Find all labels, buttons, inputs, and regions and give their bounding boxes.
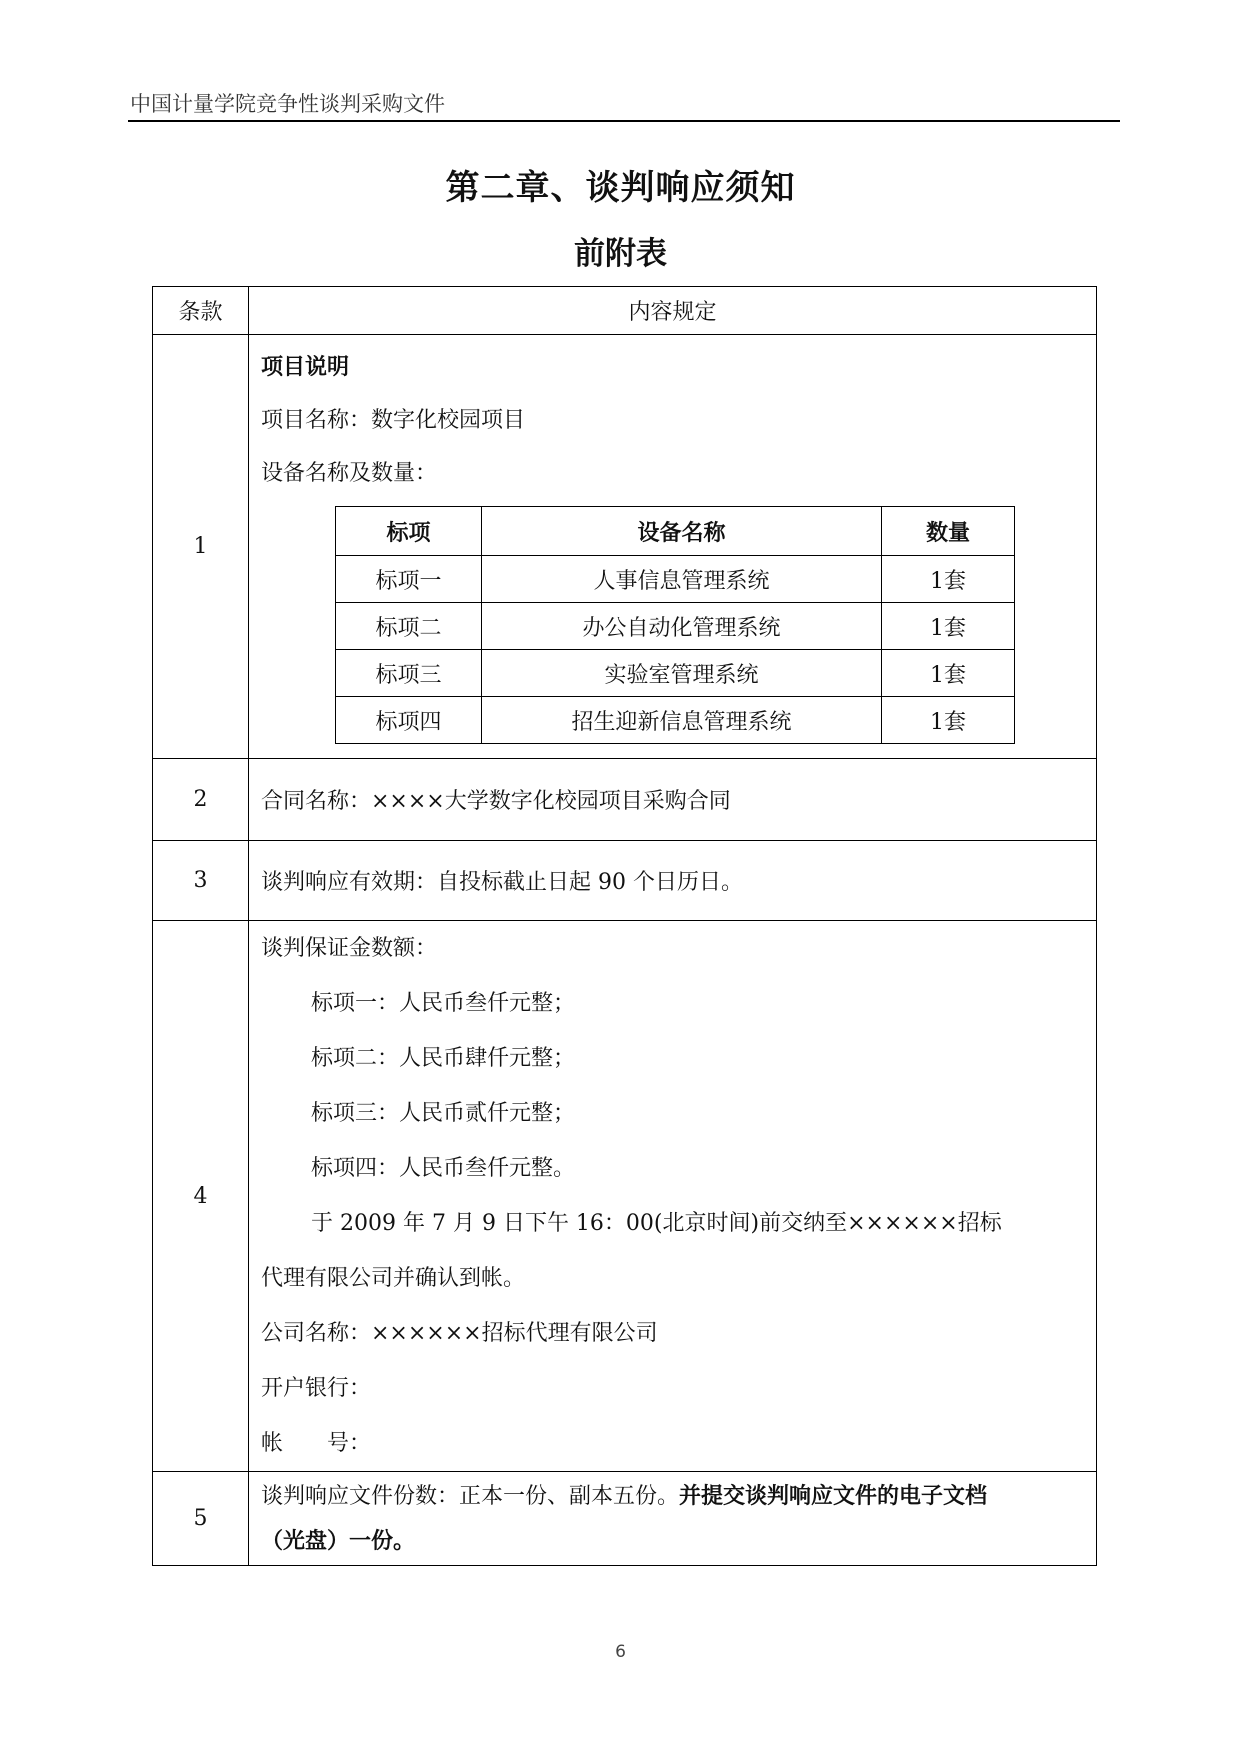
page-number: 6 (615, 1642, 626, 1662)
equipment-label: 设备名称及数量： (261, 461, 438, 486)
col-quantity: 数量 (882, 507, 1015, 556)
chapter-title: 第二章、谈判响应须知 (445, 168, 796, 208)
equipment-header-row (336, 507, 1015, 556)
account-number: 帐 号： (261, 1431, 372, 1456)
clause-number: 1 (153, 335, 249, 759)
equipment-row (336, 650, 1015, 697)
equipment-row (336, 603, 1015, 650)
page-header (128, 86, 1120, 122)
bank-name: 开户银行： (261, 1376, 372, 1401)
copies-text (261, 1474, 1084, 1564)
equipment-cell: 人事信息管理系统 (482, 556, 882, 603)
quantity-cell: 1套 (882, 556, 1015, 603)
table-row (153, 921, 1097, 1472)
copies-bold: 并提交谈判响应文件的电子文档 (679, 1482, 988, 1509)
table-subtitle: 前附表 (574, 236, 667, 272)
table-row (153, 759, 1097, 841)
col-equipment: 设备名称 (482, 507, 882, 556)
copies-bold-cont: （光盘）一份。 (261, 1527, 416, 1554)
equipment-row (336, 697, 1015, 744)
table-row (153, 841, 1097, 921)
section-title: 项目说明 (261, 354, 350, 380)
project-name: 项目名称：数字化校园项目 (261, 408, 526, 433)
deposit-item: 标项四：人民币叁仟元整。 (311, 1156, 576, 1181)
copies-normal: 谈判响应文件份数：正本一份、副本五份。 (261, 1483, 680, 1509)
validity-period: 谈判响应有效期：自投标截止日起 90 个日历日。 (249, 841, 1097, 921)
clause-content (249, 1472, 1097, 1566)
table-header-row (153, 287, 1097, 335)
equipment-table (335, 506, 1015, 744)
col-lot: 标项 (336, 507, 482, 556)
quantity-cell: 1套 (882, 697, 1015, 744)
clause-number: 4 (153, 921, 249, 1472)
lot-cell: 标项四 (336, 697, 482, 744)
clause-number: 3 (153, 841, 249, 921)
deposit-label: 谈判保证金数额： (261, 936, 438, 961)
header-title: 中国计量学院竞争性谈判采购文件 (130, 92, 445, 116)
clause-content (249, 335, 1097, 759)
deposit-item: 标项三：人民币贰仟元整； (311, 1101, 576, 1126)
equipment-row (336, 556, 1015, 603)
header-clause: 条款 (153, 287, 249, 335)
deposit-item: 标项二：人民币肆仟元整； (311, 1046, 576, 1071)
lot-cell: 标项一 (336, 556, 482, 603)
lot-cell: 标项三 (336, 650, 482, 697)
lot-cell: 标项二 (336, 603, 482, 650)
deposit-item: 标项一：人民币叁仟元整； (311, 991, 576, 1016)
quantity-cell: 1套 (882, 603, 1015, 650)
equipment-cell: 招生迎新信息管理系统 (482, 697, 882, 744)
deposit-deadline-cont: 代理有限公司并确认到帐。 (261, 1266, 526, 1291)
table-row (153, 335, 1097, 759)
table-row (153, 1472, 1097, 1566)
deposit-deadline: 于 2009 年 7 月 9 日下午 16：00(北京时间)前交纳至××××××招标 (311, 1211, 1002, 1236)
requirements-table (152, 286, 1097, 1566)
company-name: 公司名称：××××××招标代理有限公司 (261, 1321, 658, 1346)
clause-number: 5 (153, 1472, 249, 1566)
quantity-cell: 1套 (882, 650, 1015, 697)
header-content: 内容规定 (249, 287, 1097, 335)
equipment-cell: 实验室管理系统 (482, 650, 882, 697)
clause-number: 2 (153, 759, 249, 841)
equipment-cell: 办公自动化管理系统 (482, 603, 882, 650)
clause-content (249, 921, 1097, 1472)
contract-name: 合同名称：××××大学数字化校园项目采购合同 (249, 759, 1097, 841)
